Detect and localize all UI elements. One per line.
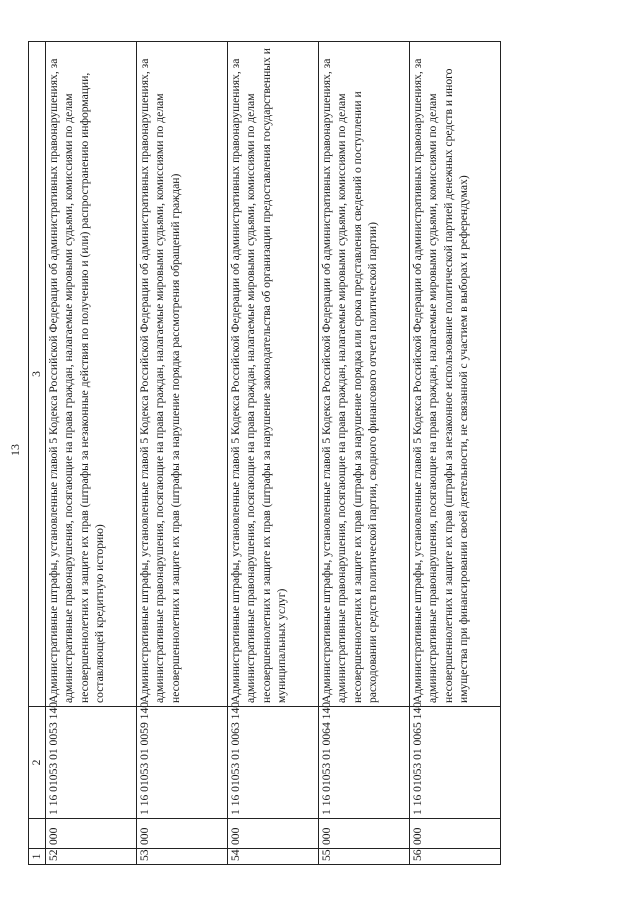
table-row xyxy=(319,42,410,865)
budget-code: 1 16 01053 01 0053 140 xyxy=(46,707,137,819)
budget-code: 1 16 01053 01 0063 140 xyxy=(228,707,319,819)
admin-code: 000 xyxy=(228,819,319,849)
page-number: 13 xyxy=(8,444,22,456)
row-description: Административные штрафы, установленные главой 5 Кодекса Российской Федерации об административных правонарушениях, за административные правонарушения, посягающие на права граждан, налагаемые мировыми судьями, комиссиями по делам несовершеннолетних и защите их прав (штрафы за нарушение законодательства об организации предоставления государственных и муниципальных услуг) xyxy=(228,42,319,707)
row-number: 55 xyxy=(319,849,410,865)
admin-code: 000 xyxy=(137,819,228,849)
admin-code: 000 xyxy=(410,819,501,849)
admin-code: 000 xyxy=(46,819,137,849)
header-row xyxy=(29,42,46,865)
row-number: 54 xyxy=(228,849,319,865)
row-description: Административные штрафы, установленные главой 5 Кодекса Российской Федерации об административных правонарушениях, за административные правонарушения, посягающие на права граждан, налагаемые мировыми судьями, комиссиями по делам несовершеннолетних и защите их прав (штрафы за незаконное использование политической партией денежных средств и иного имущества при финансировании своей деятельности, не связанной с участием в выборах и референдумах) xyxy=(410,42,501,707)
header-cell-1: 1 xyxy=(29,849,46,865)
budget-code: 1 16 01053 01 0065 140 xyxy=(410,707,501,819)
budget-code: 1 16 01053 01 0059 140 xyxy=(137,707,228,819)
row-number: 53 xyxy=(137,849,228,865)
row-description: Административные штрафы, установленные главой 5 Кодекса Российской Федерации об административных правонарушениях, за административные правонарушения, посягающие на права граждан, налагаемые мировыми судьями, комиссиями по делам несовершеннолетних и защите их прав (штрафы за незаконные действия по получению и (или) распространению информации, составляющей кредитную историю) xyxy=(46,42,137,707)
budget-classification-table xyxy=(28,41,501,865)
row-number: 56 xyxy=(410,849,501,865)
row-description: Административные штрафы, установленные главой 5 Кодекса Российской Федерации об административных правонарушениях, за административные правонарушения, посягающие на права граждан, налагаемые мировыми судьями, комиссиями по делам несовершеннолетних и защите их прав (штрафы за нарушение порядка или срока представления сведений о поступлении и расходовании средств политической партии, сводного финансового отчета политической партии) xyxy=(319,42,410,707)
table-row xyxy=(410,42,501,865)
admin-code: 000 xyxy=(319,819,410,849)
row-number: 52 xyxy=(46,849,137,865)
header-cell-2: 2 xyxy=(29,707,46,819)
table-row xyxy=(137,42,228,865)
table-row xyxy=(228,42,319,865)
header-cell-3: 3 xyxy=(29,42,46,707)
header-cell-empty xyxy=(29,819,46,849)
row-description: Административные штрафы, установленные главой 5 Кодекса Российской Федерации об административных правонарушениях, за административные правонарушения, посягающие на права граждан, налагаемые мировыми судьями, комиссиями по делам несовершеннолетних и защите их прав (штрафы за нарушение порядка рассмотрения обращений граждан) xyxy=(137,42,228,707)
table-row xyxy=(46,42,137,865)
budget-code: 1 16 01053 01 0064 140 xyxy=(319,707,410,819)
